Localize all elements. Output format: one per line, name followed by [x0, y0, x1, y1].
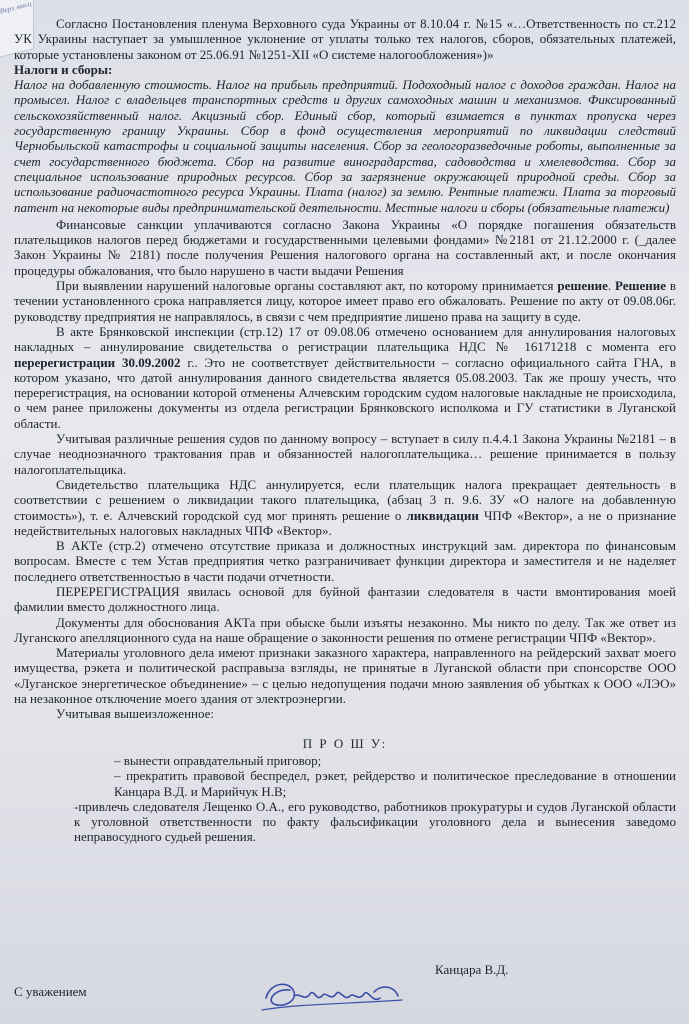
- taxes-heading: Налоги и сборы:: [14, 61, 113, 77]
- bryanka-bold-date: перерегистрации 30.09.2002: [14, 354, 181, 370]
- certificate-paragraph: [14, 477, 676, 538]
- request-item: -привлечь следователя Лещенко О.А., его руководство, работников прокуратуры и судов Луганской области к уголовной ответственности по факту фальсификации уголовного дела и вынесения заведомо неправосудного судьей решения.: [74, 798, 676, 845]
- decision-text-1: При выявлении нарушений налоговые органы составляют акт, по которому принимается: [56, 278, 558, 294]
- reregistration-paragraph: ПЕРЕРЕГИСТРАЦИЯ явилась основой для буйной фантазии следователя в части вмонтирования моей фамилии вместо должностного лица.: [14, 583, 676, 615]
- closing-phrase: С уважением: [14, 984, 87, 999]
- sanctions-paragraph: Финансовые санкции уплачиваются согласно Закона Украины «О порядке погашения обязательств плательщиков налогов перед бюджетами и государственными целевыми фондами» №2181 от 21.12.2000 г. (_далее Закон Украины № 2181) после получения Решения налогового органа на составленный акт, и после окончания процедуры обжалования, что было нарушено в части выдачи Решения: [14, 216, 676, 278]
- decision-bold-2: Решение: [614, 278, 667, 294]
- signer-name: Канцара В.Д.: [435, 962, 509, 977]
- bryanka-text-1: В акте Брянковской инспекции (стр.12) 17 от 09.08.06 отмечено основанием для аннулирования налоговых накладных – аннулирование свидетельства о регистрации плательщика НДС № 16171218 с момента его: [14, 323, 676, 355]
- certificate-text-1: Свидетельство плательщика НДС аннулируется, если плательщик налога прекращает деятельность в соответствии с решением о ликвидации такого плательщика, (абзац 3 п. 9.6. ЗУ «О налоге на добавленную стоимость»), т. е. Алчевский городской суд мог принять решение о: [14, 476, 676, 523]
- request-item: – прекратить правовой беспредел, рэкет, рейдерство и политическое преследование в отношении Канцара В.Д. и Марийчук Н.В;: [114, 768, 676, 799]
- decision-bold-1: решение: [557, 278, 608, 294]
- courts-paragraph: Учитывая различные решения судов по данному вопросу – вступает в силу п.4.4.1 Закона Украины №2181 – в случае неоднозначного трактования прав и обязанностей налогоплательщика… решение принимается в пользу налогоплательщика.: [14, 431, 676, 477]
- materials-paragraph: Материалы уголовного дела имеют признаки заказного характера, направленного на рейдерский захват моего имущества, рэкета и политической расправыза взгляды, не принятые в Луганской области при спонсорстве ООО «Луганское энергетическое объединение» – с целью недопущения подачи мною заявления об убытках к ООО «ЛЭО» на незаконное отключение моего здания от электроэнергии.: [14, 645, 676, 707]
- bryanka-text-2: г.. Это не соответствует действительности – согласно официального сайта ГНА, в котором указано, что датой аннулирования данного свидетельства является 05.08.2003. Так же прошу учесть, что перерегистрация, на основании которой отменены Алчевским городским судом налоговые накладные не происходила, о чем ранее приложены документы из отдела регистрации Брянковского исполкома и ГУ статистики в Луганской области.: [14, 354, 677, 431]
- considering-paragraph: Учитывая вышеизложенное:: [56, 706, 215, 722]
- decision-text-2: .: [607, 278, 615, 294]
- certificate-text-2: ЧПФ «Вектор», а не о признание недействительных налоговых накладных ЧПФ «Вектор».: [14, 507, 676, 538]
- decision-text-3: в течении установленного срока направляется лицу, которое имеет право его обжаловать. Решение по акту от 09.08.06г. руководству предприятия не направлялось, в связи с чем предприятие лишено права на защиту в суде.: [14, 278, 677, 324]
- decision-paragraph: [14, 278, 676, 324]
- request-item: – вынести оправдательный приговор;: [114, 752, 322, 768]
- handwritten-signature: [256, 974, 406, 1014]
- corner-tab-text: Верх мисц: [0, 0, 32, 16]
- bryanka-paragraph: [14, 324, 676, 431]
- document-body: [14, 16, 676, 1016]
- signature-row: [14, 962, 676, 1016]
- act-paragraph: В АКТе (стр.2) отмечено отсутствие приказа и должностных инструкций зам. директора по финансовым вопросам. Вместе с тем Устав предприятия четко разграничивает функции директора и заместителя и не наделяет последнего ответственностью в части подачи отчетности.: [14, 538, 676, 584]
- intro-paragraph: Согласно Постановления пленума Верховного суда Украины от 8.10.04 г. №15 «…Ответственность по ст.212 УК Украины наступает за умышленное уклонение от уплаты только тех налогов, сборов, обязательных платежей, которые установлены законом от 25.06.91 №1251-XII «О системе налогообложения»)»: [14, 16, 676, 62]
- certificate-bold-liquidation: ликвидации: [406, 507, 479, 523]
- documents-paragraph: Документы для обоснования АКТа при обыске были изъяты незаконно. Мы никто по делу. Так же ответ из Луганского апелляционного суда на наше обращение о законности решения по отмене регистрации ЧПФ «Вектор».: [14, 614, 676, 645]
- request-heading: П Р О Ш У:: [302, 735, 388, 751]
- taxes-list-paragraph: Налог на добавленную стоимость. Налог на прибыль предприятий. Подоходный налог с доходов граждан. Налог на промысел. Налог с владельцев транспортных средств и других самоходных машин и механизмов. Фиксированный сельскохозяйственный налог. Акцизный сбор. Единый сбор, который взимается в пунктах пропуска через государственную границу Украины. Сбор в фонд осуществления мероприятий по ликвидации следствий Чернобыльской катастрофы и социальной защиты населения. Сбор за геологоразведочные роботы, выполненные за счет государственного бюджета. Сбор на развитие виноградарства, садоводства и хмелеводства. Сбор за специальное использование природных ресурсов. Сбор за загрязнение окружающей природной среды. Сбор за использование радиочастотного ресурса Украины. Плата (налог) за землю. Рентные платежи. Плата за торговый патент на некоторые виды предпринимательской деятельности. Местные налоги и сборы (обязательные платежи): [14, 77, 676, 215]
